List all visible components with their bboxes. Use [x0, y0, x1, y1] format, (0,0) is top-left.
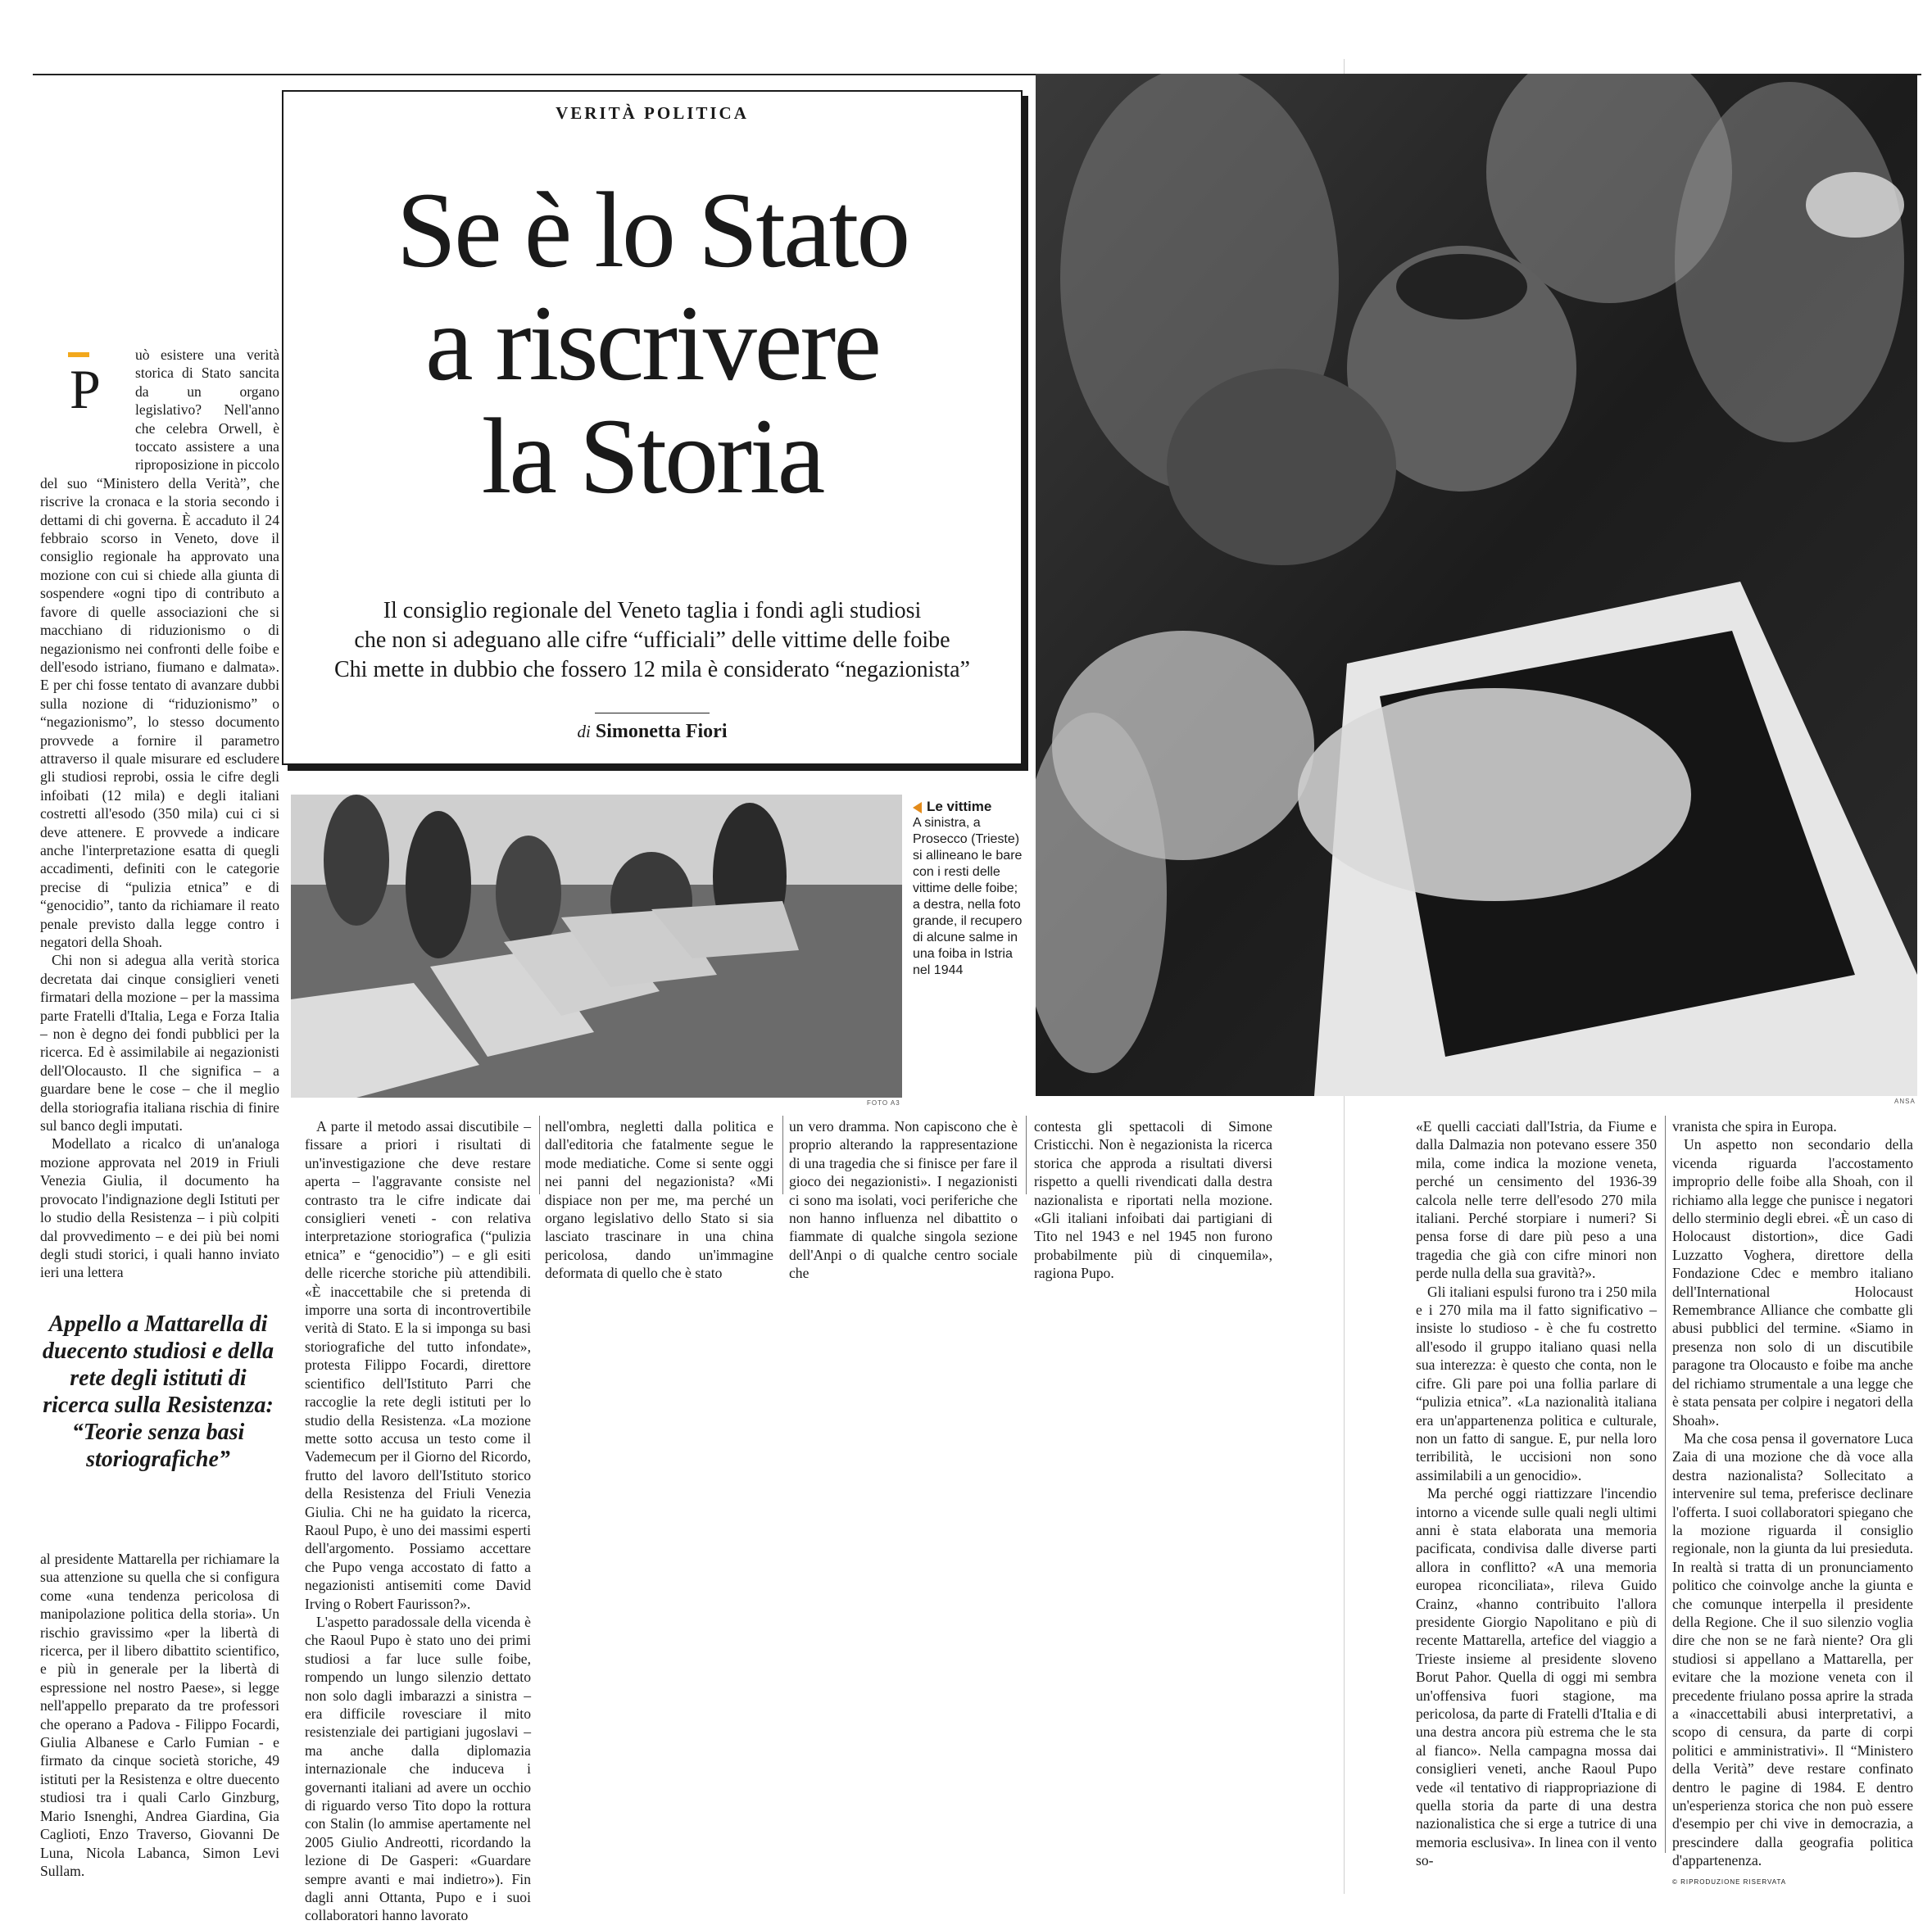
column-divider [1665, 1116, 1666, 1853]
col4-paragraph-1: un vero dramma. Non capiscono che è proprio alterando la rappresentazione di una tragedia che si finisce per fare il gioco dei negazionisti». I negazionisti ci sono ma isolati, voci periferiche che non hanno influenza nel dibattito o fiammate di qualche singola sezione dell'Anpi o di qualche centro sociale che [789, 1118, 1018, 1282]
small-photo-credit: FOTO A3 [867, 1099, 900, 1107]
caption-text: A sinistra, a Prosecco (Trieste) si allineano le bare con i resti delle vittime delle foibe; a destra, nella foto grande, il recupero di alcune salme in una foiba in Istria nel 1944 [913, 816, 1023, 977]
headline-line-1: Se è lo Stato [396, 170, 909, 290]
col6-paragraph-2: Gli italiani espulsi furono tra i 250 mila e i 270 mila ma il fatto significativo – insiste lo studioso - è che fu costretto all'esodo il gruppo italiano quasi nella sua interezza: è questo che conta, non le cifre. Gli pare poi una follia parlare di “pulizia etnica”. «La nazionalità italiana era un'appartenenza politica e culturale, non un fatto di sangue. E, pur nella loro terribilità, le uccisioni non sono assimilabili a un genocidio». [1416, 1283, 1657, 1483]
copyright-notice: © RIPRODUZIONE RISERVATA [1672, 1877, 1787, 1886]
col2-paragraph-1: A parte il metodo assai discutibile – fissare a priori i risultati di un'investigazione che deve restare aperta – l'aggravante consiste nel contrasto tra le cifre indicate dai consiglieri veneti - con relativa interpretazione storiografica (“pulizia etnica” e “genocidio”) – e gli esiti delle ricerche storiche più attendibili. «È inaccettabile che si pretenda di imporre una sorta di incontrovertibile verità di Stato. E la si imponga su basi storiografiche del tutto infondate», protesta Filippo Focardi, direttore scientifico dell'Istituto Parri che raccoglie la rete degli istituti per lo studio della Resistenza. «La mozione mette sotto accusa un testo come il Vademecum per il Giorno del Ricordo, frutto del lavoro dell'Istituto storico della Resistenza del Friuli Venezia Giulia. Chi ne ha guidato la ricerca, Raoul Pupo, è uno dei massimi esperti dell'argomento. Possiamo accettare che Pupo venga accostato di fatto a negazionisti antisemiti come David Irving o Robert Faurisson?». [305, 1118, 531, 1612]
column-5 [1034, 1117, 1272, 1283]
byline [283, 721, 1021, 743]
byline-prefix: di [577, 722, 591, 741]
subhead-line-2: che non si adeguano alle cifre “ufficiali” delle vittime delle foibe [354, 627, 950, 653]
column-1b [40, 1550, 279, 1880]
byline-name: Simonetta Fiori [595, 721, 728, 742]
headline [283, 170, 1021, 516]
dropcap-letter: P [70, 358, 101, 420]
column-divider [782, 1116, 783, 1194]
col3-paragraph-1: nell'ombra, negletti dalla politica e dall'editoria che fatalmente segue le mode mediatiche. Come si sente oggi nei panni del negazionista? «Mi dispiace non per me, ma perché un organo legislativo dello Stato si sia lasciato trascinare in una china pericolosa, dando un'immagine deformata di quello che è stato [545, 1118, 773, 1282]
caption-title: Le vittime [927, 799, 992, 814]
column-divider [539, 1116, 540, 1194]
col6-paragraph-1: «E quelli cacciati dall'Istria, da Fiume e dalla Dalmazia non potevano essere 350 mila, come indica la mozione veneta, perché un censimento del 1936-39 calcola nelle terre dell'esodo 270 mila italiani. Perché storpiare i numeri? Si pensa forse di dare più peso a una tragedia che già con cifre minori non perde nulla della sua gravità?». [1416, 1118, 1657, 1282]
caption-arrow-icon [913, 802, 922, 813]
subhead-line-3: Chi mette in dubbio che fossero 12 mila è considerato “negazionista” [334, 657, 970, 682]
col1a-paragraph-1: uò esistere una verità storica di Stato sancita da un organo legislativo? Nell'anno che celebra Orwell, è toccato assistere a una riproposizione in piccolo del suo “Ministero della Verità”, che riscrive la cronaca e la storia secondo i dettami di chi governa. È accaduto il 24 febbraio scorso in Veneto, dove il consiglio regionale ha approvato una mozione con cui si chiede alla giunta di sospendere «ogni tipo di contributo a favore di quelle associazioni che si macchiano di riduzionismo o di negazionismo nei confronti delle foibe e dell'esodo istriano, fiumano e dalmata». E per chi fosse tentato di avanzare dubbi sulla nozione di “riduzionismo” o “negazionismo”, lo stesso documento provvede a fornire il parametro attraverso il quale misurare ed escludere gli studiosi reprobi, ossia le cifre degli infoibati (12 mila) e degli italiani costretti all'esodo (350 mila) cui ci si deve attenere. E provvede a indicare anche l'interpretazione esatta di quegli accadimenti, definiti con le categorie precise di “pulizia etnica” e di “genocidio”, tanto da richiamare il reato penale previsto dalla legge contro i negatori della Shoah. [40, 346, 279, 950]
subhead-line-1: Il consiglio regionale del Veneto taglia i fondi agli studiosi [383, 598, 922, 623]
column-7 [1672, 1117, 1913, 1891]
col1a-paragraph-3: Modellato a ricalco di un'analoga mozione approvata nel 2019 in Friuli Venezia Giulia, il documento ha provocato l'indignazione degli Istituti per lo studio della Resistenza – i più colpiti dal provvedimento – e dei più bei nomi degli studi storici, i quali hanno inviato ieri una lettera [40, 1135, 279, 1281]
col1b-paragraph-1: al presidente Mattarella per richiamare la sua attenzione su quella che si configura come «una tendenza pericolosa di manipolazione politica della storia». Un rischio gravissimo «per la libertà di ricerca, per il libero dibattito scientifico, e più in generale per la libertà di espressione nel nostro Paese», si legge nell'appello preparato da tre professori che operano a Padova - Filippo Focardi, Giulia Albanese e Carlo Fumian - e firmato da cinque società storiche, 49 istituti per la Resistenza e oltre duecento studiosi tra i quali Carlo Ginzburg, Mario Isnenghi, Andrea Giardina, Gia Caglioti, Enzo Traverso, Giovanni De Luna, Nicola Labanca, Simon Levi Sullam. [40, 1551, 279, 1879]
col7-paragraph-3: Ma che cosa pensa il governatore Luca Zaia di una mozione che dà voce alla destra nazionalista? Sollecitato a intervenire sul tema, preferisce declinare l'offerta. I suoi collaboratori spiegano che la mozione riguarda il consiglio regionale, non la giunta da lui presieduta. In realtà si tratta di un pronunciamento politico che coinvolge anche la giunta e che comunque interpella il presidente della Regione. Che il suo silenzio voglia dire che non se ne farà niente? Ora gli studiosi si appellano a Mattarella, per evitare che la mozione veneta con il precedente friulano possa aprire la strada a «inaccettabili abusi interpretativi, a scopo di censura, da parte di corpi politici e amministrativi». Il “Ministero della Verità” deve restare confinato dentro le pagine di 1984. E dentro un'esperienza storica che non può essere d'esempio per chi vive in democrazia, a prescindere dalla geografia politica d'appartenenza. [1672, 1429, 1913, 1869]
col5-paragraph-1: contesta gli spettacoli di Simone Cristicchi. Non è negazionista la ricerca storica che approda a risultati diversi rispetto a quelli rivendicati dalla destra nazionalista e riportati nella mozione. «Gli italiani infoibati dai partigiani di Tito nel 1943 e nel 1945 non furono probabilmente più di cinquemila», ragiona Pupo. [1034, 1118, 1272, 1282]
dropcap-space [40, 346, 135, 469]
caption-title-row [913, 799, 1027, 815]
column-divider [1026, 1116, 1027, 1194]
coffins-photo [291, 795, 902, 1098]
column-3 [545, 1117, 773, 1283]
col2-paragraph-2: L'aspetto paradossale della vicenda è che Raoul Pupo è stato uno dei primi studiosi a far luce sulle foibe, rompendo un lungo silenzio dettato non solo dagli imbarazzi a sinistra – era difficile rovesciare il mito resistenziale dei partigiani jugoslavi – ma anche dalla diplomazia internazionale che induceva i governanti italiani ad avere un occhio di riguardo verso Tito dopo la rottura con Stalin (lo ammise apertamente nel 2005 Giulio Andreotti, ricordando la lezione di De Gasperi: «Guardare sempre avanti e mai indietro»). Fin dagli anni Ottanta, Pupo e i suoi collaboratori hanno lavorato [305, 1613, 531, 1924]
headline-line-2: a riscrivere [425, 283, 879, 403]
col1a-paragraph-2: Chi non si adegua alla verità storica decretata dai cinque consiglieri veneti firmatari della mozione – per la massima parte Fratelli d'Italia, Lega e Forza Italia – non è degno dei fondi pubblici per la ricerca. Ed è assimilabile ai negazionisti dell'Olocausto. Il che significa – a guardare bene le cose – che il meglio della storiografia italiana rischia di finire sul banco degli imputati. [40, 952, 279, 1135]
photo-caption [913, 799, 1027, 979]
col7-paragraph-1: vranista che spira in Europa. [1672, 1118, 1837, 1135]
subhead [308, 596, 996, 685]
col6-paragraph-3: Ma perché oggi riattizzare l'incendio intorno a vicende sulle quali negli ultimi anni è stata elaborata una memoria pacificata, condivisa dalle diverse parti allora in conflitto? «A una memoria europea riconciliata», rileva Guido Crainz, «hanno contribuito l'allora presidente Giorgio Napolitano e più di recente Mattarella, artefice del viaggio a Trieste insieme al presidente sloveno Borut Pahor. Quella di oggi mi sembra un'offensiva fuori stagione, ma pericolosa, da parte di Fratelli d'Italia e di una destra ancora più estrema che le sta al fianco». Nella campagna mossa dai consiglieri veneti, anche Raoul Pupo vede «il tentativo di riappropriazione di quella storia da parte di una destra nazionalistica che si erge a tutrice di una memoria esclusiva». In linea con il vento so- [1416, 1485, 1657, 1869]
column-1a [40, 346, 279, 1282]
column-2 [305, 1117, 531, 1925]
headline-line-3: la Storia [481, 396, 823, 516]
kicker: VERITÀ POLITICA [556, 103, 749, 123]
column-4 [789, 1117, 1018, 1283]
pull-quote: Appello a Mattarella di duecento studiosi e della rete degli istituti di ricerca sulla Resistenza: “Teorie senza basi storiografiche” [42, 1311, 274, 1472]
exhumation-photo [1036, 74, 1917, 1096]
big-photo-credit: ANSA [1894, 1098, 1916, 1105]
headline-box [282, 90, 1023, 765]
col7-paragraph-2: Un aspetto non secondario della vicenda riguarda l'accostamento improprio delle foibe alla Shoah, con il richiamo alla legge che punisce i negatori dello sterminio degli ebrei. «È un caso di Holocaust distortion», dice Gadi Luzzatto Voghera, direttore della Fondazione Cdec e membro italiano dell'International Holocaust Remembrance Alliance che combatte gli abusi pubblici del termine. «Siamo in presenza non solo di un discutibile paragone tra Olocausto e foibe ma anche del richiamo strumentale a una legge che è stata pensata per colpire i negatori della Shoah». [1672, 1136, 1913, 1429]
column-6 [1416, 1117, 1657, 1870]
